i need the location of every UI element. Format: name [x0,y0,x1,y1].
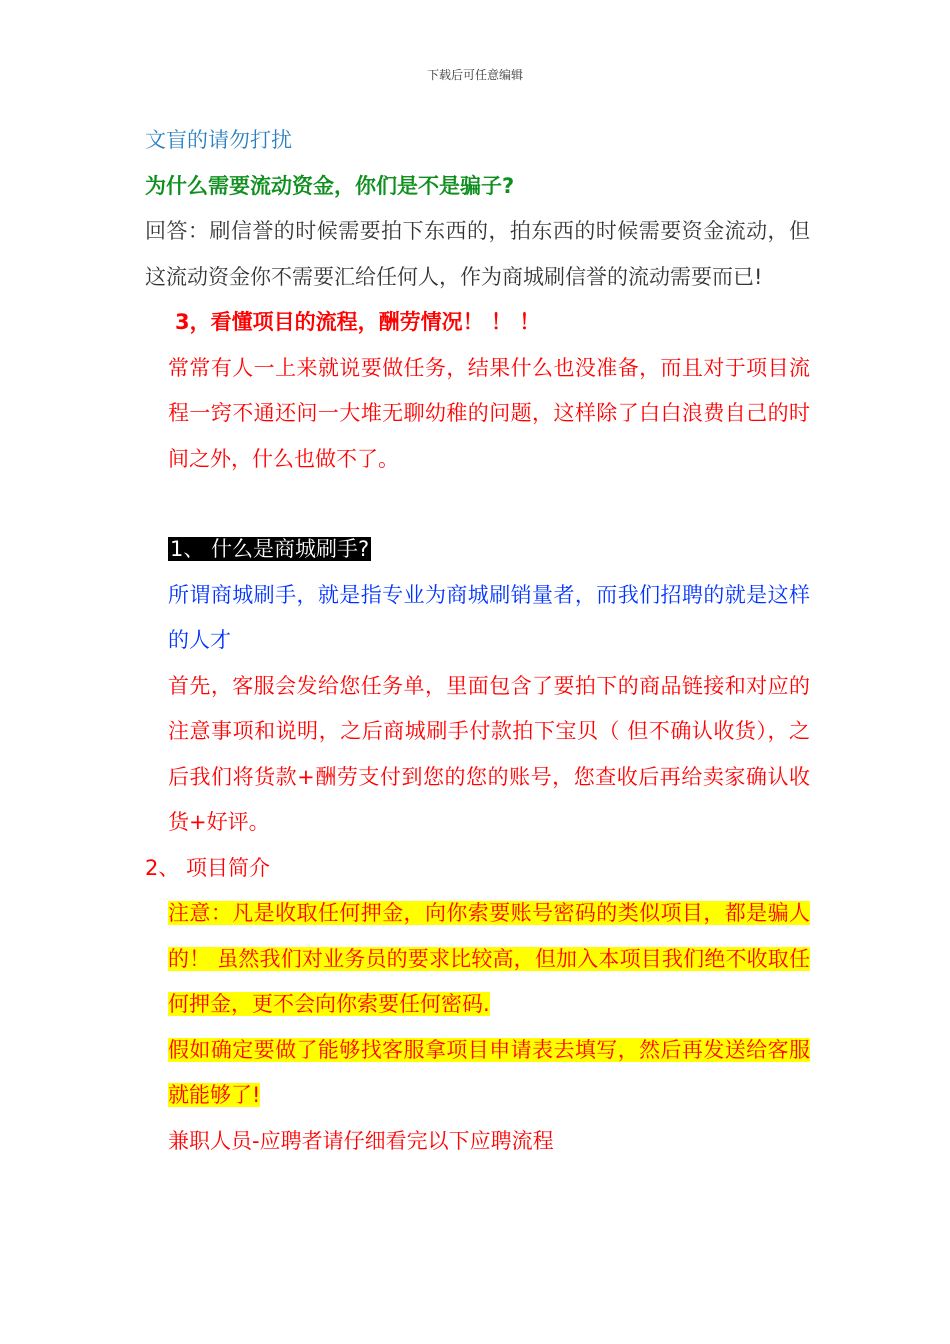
closing-line: 兼职人员-应聘者请仔细看完以下应聘流程 [168,1128,554,1153]
blank-line [145,482,810,527]
page-header: 下载后可任意编辑 [426,68,523,82]
doc-title: 文盲的请勿打扰 [145,128,292,152]
section-1-steps: 首先，客服会发给您任务单，里面包含了要拍下的商品链接和对应的注意事项和说明，之后商城刷手付款拍下宝贝（ 但不确认收货），之后我们将货款+酬劳支付到您的您的账号，您查收后再给卖家确认收货+好评。 [168,673,810,834]
confirm-paragraph [145,1028,810,1119]
notice-text: 注意：凡是收取任何押金，向你索要账号密码的类似项目，都是骗人的！ 虽然我们对业务员的要求比较高，但加入本项目我们绝不收取任何押金，更不会向你索要任何密码. [168,901,810,1016]
confirm-text: 假如确定要做了能够找客服拿项目申请表去填写，然后再发送给客服就能够了! [168,1037,810,1107]
notice-paragraph [145,891,810,1028]
answer-paragraph: 回答：刷信誉的时候需要拍下东西的，拍东西的时候需要资金流动，但这流动资金你不需要汇给任何人，作为商城刷信誉的流动需要而已! [145,219,810,289]
section-1-heading: 1、 什么是商城刷手? [170,537,370,561]
warning-paragraph: 常常有人一上来就说要做任务，结果什么也没准备，而且对于项目流程一窍不通还问一大堆无聊幼稚的问题，这样除了白白浪费自己的时间之外，什么也做不了。 [168,355,810,471]
section-1-definition: 所谓商城刷手，就是指专业为商城刷销量者，而我们招聘的就是这样的人才 [168,582,810,652]
question-heading: 为什么需要流动资金，你们是不是骗子? [145,173,515,198]
section-2-heading: 2、 项目简介 [145,855,271,880]
point-3-heading: 3，看懂项目的流程，酬劳情况！ ！ ！ [175,310,541,334]
section-1-heading-line [145,527,810,573]
document-body [145,118,810,1164]
